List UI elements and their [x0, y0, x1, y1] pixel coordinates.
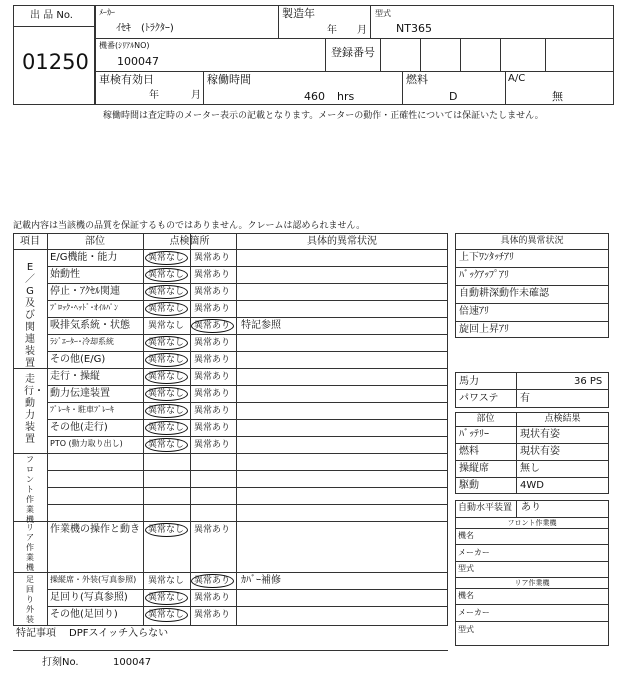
selected-mark	[145, 591, 188, 605]
lot-number: 01250	[22, 50, 89, 74]
maker-value: ｲｾｷ (ﾄﾗｸﾀｰ)	[116, 23, 174, 34]
row-part: 走行・操縦	[50, 371, 100, 382]
selected-mark	[145, 387, 188, 401]
year-label: 製造年	[282, 7, 315, 20]
selected-mark	[145, 608, 188, 622]
check-normal: 異常なし	[148, 372, 185, 382]
selected-mark	[145, 285, 188, 299]
auto-level-label: 自動水平装置	[458, 503, 513, 513]
check-result: 現状有姿	[520, 446, 560, 457]
abnormal-item: 上下ﾜﾝﾀｯﾁｱﾘ	[459, 252, 514, 263]
col-part: 部位	[85, 236, 105, 247]
check-abnormal: 異常あり	[194, 270, 231, 280]
rear-maker-label: メーカー	[458, 608, 490, 617]
check-normal: 異常なし	[148, 338, 185, 348]
disclaimer: 記載内容は当該機の品質を保証するものではありません。クレームは認められません。	[13, 221, 366, 231]
group-label-drive: 走行・動力装置	[24, 374, 44, 445]
serial-label: 機番(ｼﾘｱﾙNO)	[99, 41, 150, 50]
check-abnormal: 異常あり	[194, 321, 231, 331]
row-part: ﾌﾞﾛｯｸ･ﾍｯﾄﾞ･ｵｲﾙﾊﾟﾝ	[50, 303, 118, 312]
front-attachment-title: フロント作業機	[507, 519, 557, 527]
selected-mark	[145, 523, 188, 537]
group-label-exterior: 足回り外装	[26, 575, 34, 624]
check-normal: 異常なし	[148, 287, 185, 297]
check-normal: 異常なし	[148, 525, 185, 535]
check-result: 現状有姿	[520, 429, 560, 440]
check-normal: 異常なし	[148, 355, 185, 365]
col-check: 点検箇所	[169, 236, 210, 247]
row-part: 吸排気系統・状態	[50, 320, 130, 331]
check-normal: 異常なし	[148, 576, 185, 586]
hours-value: 460	[304, 90, 325, 103]
selected-mark	[145, 370, 188, 384]
result-header: 点検結果	[544, 414, 581, 424]
check-abnormal: 異常あり	[194, 355, 231, 365]
maker-label: ﾒｰｶｰ	[99, 8, 115, 17]
hours-unit: hrs	[337, 90, 355, 103]
front-model-label: 型式	[458, 564, 474, 573]
front-maker-label: メーカー	[458, 548, 490, 557]
registration-label: 登録番号	[331, 46, 375, 59]
check-normal: 異常なし	[148, 304, 185, 314]
row-part: その他(走行)	[50, 422, 108, 433]
check-part: 駆動	[459, 480, 479, 491]
rear-name-label: 機名	[458, 591, 474, 600]
selected-mark	[145, 251, 188, 265]
check-abnormal: 異常あり	[194, 372, 231, 382]
selected-mark	[191, 319, 234, 333]
selected-mark	[145, 353, 188, 367]
selected-mark	[145, 421, 188, 435]
check-result: 無し	[520, 463, 540, 474]
selected-mark	[145, 404, 188, 418]
fuel-value: D	[449, 90, 458, 103]
remarks-value: DPFスイッチ入らない	[69, 628, 169, 639]
check-normal: 異常なし	[148, 270, 185, 280]
power-value: 36 PS	[574, 376, 603, 387]
col-item: 項目	[20, 236, 40, 247]
lot-label: 出 品 No.	[30, 10, 73, 21]
check-abnormal: 異常あり	[194, 440, 231, 450]
check-abnormal: 異常あり	[194, 253, 231, 263]
row-part: その他(足回り)	[50, 609, 118, 620]
group-label-engine: E／G及び関連装置	[25, 262, 35, 369]
row-part: PTO (動力取り出し)	[50, 439, 123, 448]
abnormal-title: 具体的異常状況	[500, 236, 564, 246]
check-part: 操縦席	[459, 463, 489, 474]
selected-mark	[191, 574, 234, 588]
power-steering-label: パワステ	[459, 393, 499, 404]
check-abnormal: 異常あり	[194, 593, 231, 603]
check-abnormal: 異常あり	[194, 525, 231, 535]
stamp-label: 打刻No.	[42, 657, 79, 668]
abnormal-item: ﾊﾞｯｸｱｯﾌﾟｱﾘ	[459, 270, 509, 281]
row-part: E/G機能・能力	[50, 252, 118, 263]
selected-mark	[145, 268, 188, 282]
row-part: その他(E/G)	[50, 354, 106, 365]
check-normal: 異常なし	[148, 440, 185, 450]
ac-label: A/C	[508, 73, 526, 84]
check-abnormal: 異常あり	[194, 304, 231, 314]
power-steering-value: 有	[520, 393, 530, 404]
check-normal: 異常なし	[148, 593, 185, 603]
serial-value: 100047	[117, 55, 159, 68]
model-value: NT365	[396, 22, 432, 35]
power-label: 馬力	[459, 376, 479, 387]
abnormal-item: 倍速ｱﾘ	[459, 306, 489, 317]
part-header: 部位	[476, 414, 495, 424]
auto-level-value: あり	[521, 502, 541, 513]
rear-model-label: 型式	[458, 625, 474, 634]
inspection-month-unit: 月	[191, 90, 201, 101]
check-abnormal: 異常あり	[194, 423, 231, 433]
row-part: 足回り(写真参照)	[50, 592, 128, 603]
abnormal-item: 旋回上昇ｱﾘ	[459, 324, 509, 335]
hours-note: 稼働時間は査定時のメーター表示の記載となります。メーターの動作・正確性については保証いたしません。	[103, 111, 544, 121]
hours-label: 稼働時間	[207, 73, 251, 86]
inspection-label: 車検有効日	[99, 73, 154, 86]
check-normal: 異常なし	[148, 321, 185, 331]
check-normal: 異常なし	[148, 389, 185, 399]
check-abnormal: 異常あり	[194, 610, 231, 620]
group-label-front: フロント作業機	[26, 455, 34, 524]
abnormal-item: 自動耕深動作未確認	[459, 288, 549, 299]
selected-mark	[145, 438, 188, 452]
check-normal: 異常なし	[148, 423, 185, 433]
row-part: 作業機の操作と動き	[50, 524, 140, 535]
row-part: 停止・ｱｸｾﾙ関連	[50, 286, 120, 297]
col-detail: 具体的異常状況	[307, 236, 377, 247]
row-part: 動力伝達装置	[50, 388, 110, 399]
rear-attachment-title: リア作業機	[514, 579, 550, 587]
check-result: 4WD	[520, 480, 544, 491]
front-name-label: 機名	[458, 531, 474, 540]
group-label-rear: リア作業機	[26, 523, 34, 572]
row-part: ﾗｼﾞｴｰﾀｰ･冷却系統	[50, 337, 114, 346]
stamp-value: 100047	[113, 657, 152, 668]
row-part: 操縦席・外装(写真参照)	[50, 575, 137, 584]
fuel-label: 燃料	[406, 73, 428, 86]
check-abnormal: 異常あり	[194, 576, 231, 586]
row-part: ﾌﾞﾚｰｷ・駐車ﾌﾞﾚｰｷ	[50, 405, 114, 414]
check-abnormal: 異常あり	[194, 287, 231, 297]
check-normal: 異常なし	[148, 610, 185, 620]
check-abnormal: 異常あり	[194, 389, 231, 399]
inspection-year-unit: 年	[149, 90, 159, 101]
model-label: 型式	[375, 9, 391, 18]
month-unit: 月	[357, 25, 367, 36]
check-part: ﾊﾞｯﾃﾘｰ	[459, 429, 489, 440]
selected-mark	[145, 302, 188, 316]
check-abnormal: 異常あり	[194, 338, 231, 348]
check-part: 燃料	[459, 446, 479, 457]
row-detail: 特記参照	[241, 320, 281, 331]
row-part: 始動性	[50, 269, 80, 280]
selected-mark	[145, 336, 188, 350]
check-normal: 異常なし	[148, 253, 185, 263]
row-detail: ｶﾊﾞｰ補修	[241, 575, 281, 586]
ac-value: 無	[552, 90, 563, 103]
year-unit: 年	[327, 25, 337, 36]
check-normal: 異常なし	[148, 406, 185, 416]
check-abnormal: 異常あり	[194, 406, 231, 416]
remarks-label: 特記事項	[16, 628, 56, 639]
